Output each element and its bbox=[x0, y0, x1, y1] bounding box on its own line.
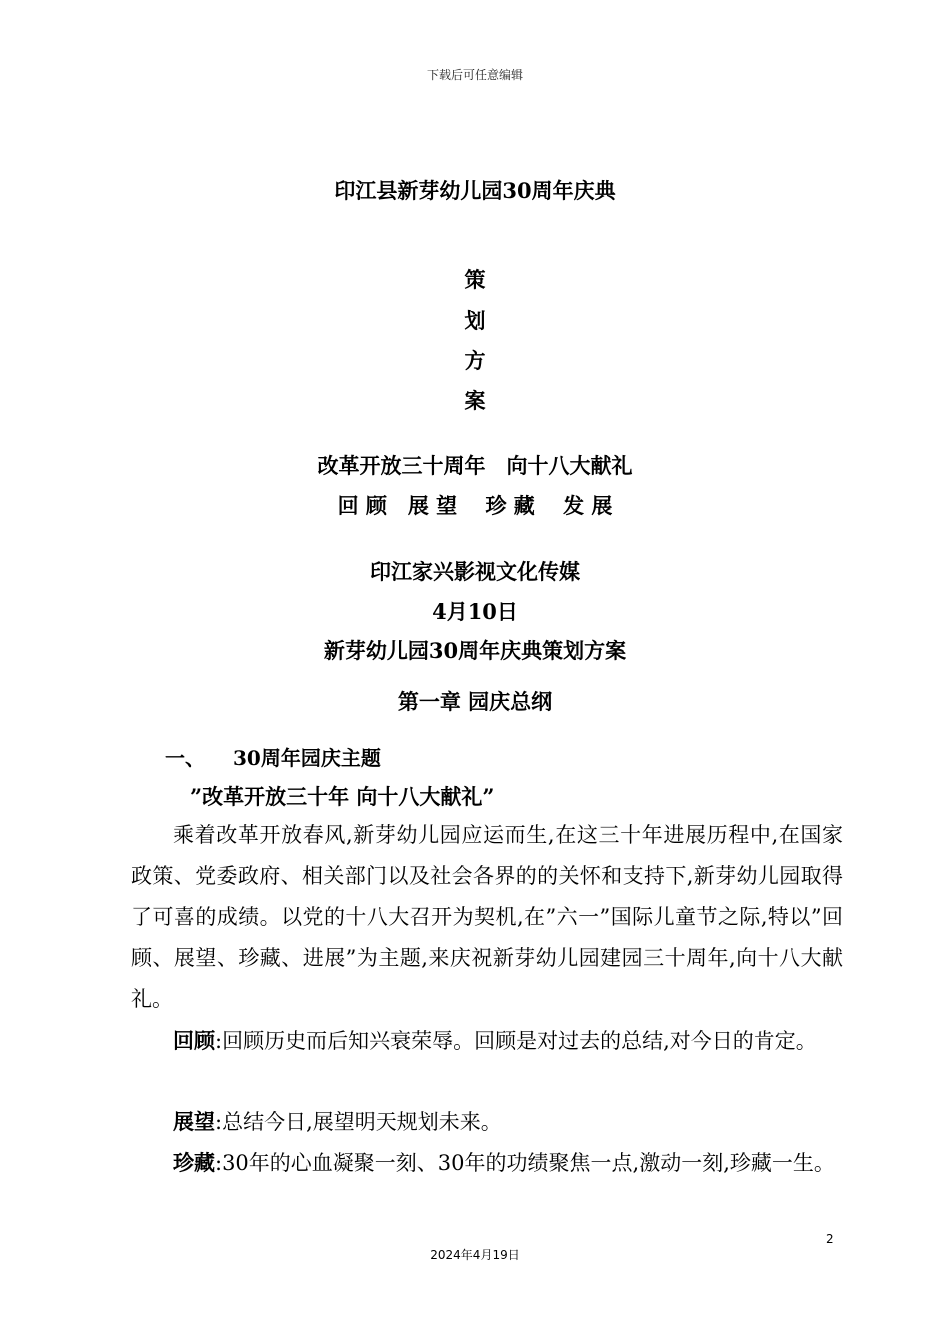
text-treasure: :30年的心血凝聚一刻、30年的功绩聚焦一点,激动一刻,珍藏一生。 bbox=[215, 1151, 835, 1175]
vertical-title-char-4: 案 bbox=[464, 388, 486, 413]
intro-paragraph: 乘着改革开放春风,新芽幼儿园应运而生,在这三十年进展历程中,在国家政策、党委政府、相关部门以及社会各界的的关怀和支持下,新芽幼儿园取得了可喜的成绩。以党的十八大召开为契机,在”六一”国际儿童节之际,特以”回顾、展望、珍藏、进展”为主题,来庆祝新芽幼儿园建园三十周年,向十八大献礼。 bbox=[131, 823, 843, 1011]
organization-name: 印江家兴影视文化传媒 bbox=[370, 559, 580, 584]
keyword-outlook: 展望 bbox=[173, 1109, 215, 1134]
keyword-treasure: 珍藏 bbox=[173, 1150, 215, 1175]
plan-title: 新芽幼儿园30周年庆典策划方案 bbox=[323, 638, 627, 663]
page-number: 2 bbox=[826, 1232, 834, 1246]
document-title: 印江县新芽幼儿园30周年庆典 bbox=[334, 178, 616, 203]
slogan-line-1: 改革开放三十周年 向十八大献礼 bbox=[317, 453, 633, 478]
section-title: 30周年园庆主题 bbox=[233, 746, 381, 770]
section-heading bbox=[165, 742, 381, 771]
text-review: :回顾历史而后知兴衰荣辱。回顾是对过去的总结,对今日的肯定。 bbox=[215, 1029, 817, 1053]
chapter-heading: 第一章 园庆总纲 bbox=[397, 689, 553, 714]
vertical-title-char-3: 方 bbox=[464, 348, 486, 373]
paragraph-treasure bbox=[131, 1142, 843, 1184]
theme-quote: ”改革开放三十年 向十八大献礼” bbox=[190, 784, 495, 809]
text-outlook: :总结今日,展望明天规划未来。 bbox=[215, 1110, 502, 1134]
page-header: 下载后可任意编辑 bbox=[426, 68, 523, 82]
paragraph-review bbox=[131, 1020, 843, 1062]
slogan-line-2: 回 顾 展 望 珍 藏 发 展 bbox=[337, 493, 613, 518]
paragraph-outlook bbox=[131, 1101, 843, 1143]
cover-date: 4月10日 bbox=[432, 599, 518, 624]
vertical-title-char-2: 划 bbox=[464, 308, 486, 333]
page-footer-date: 2024年4月19日 bbox=[430, 1248, 520, 1262]
vertical-title-char-1: 策 bbox=[464, 267, 486, 292]
keyword-review: 回顾 bbox=[173, 1028, 215, 1053]
section-number: 一、 bbox=[165, 746, 205, 770]
